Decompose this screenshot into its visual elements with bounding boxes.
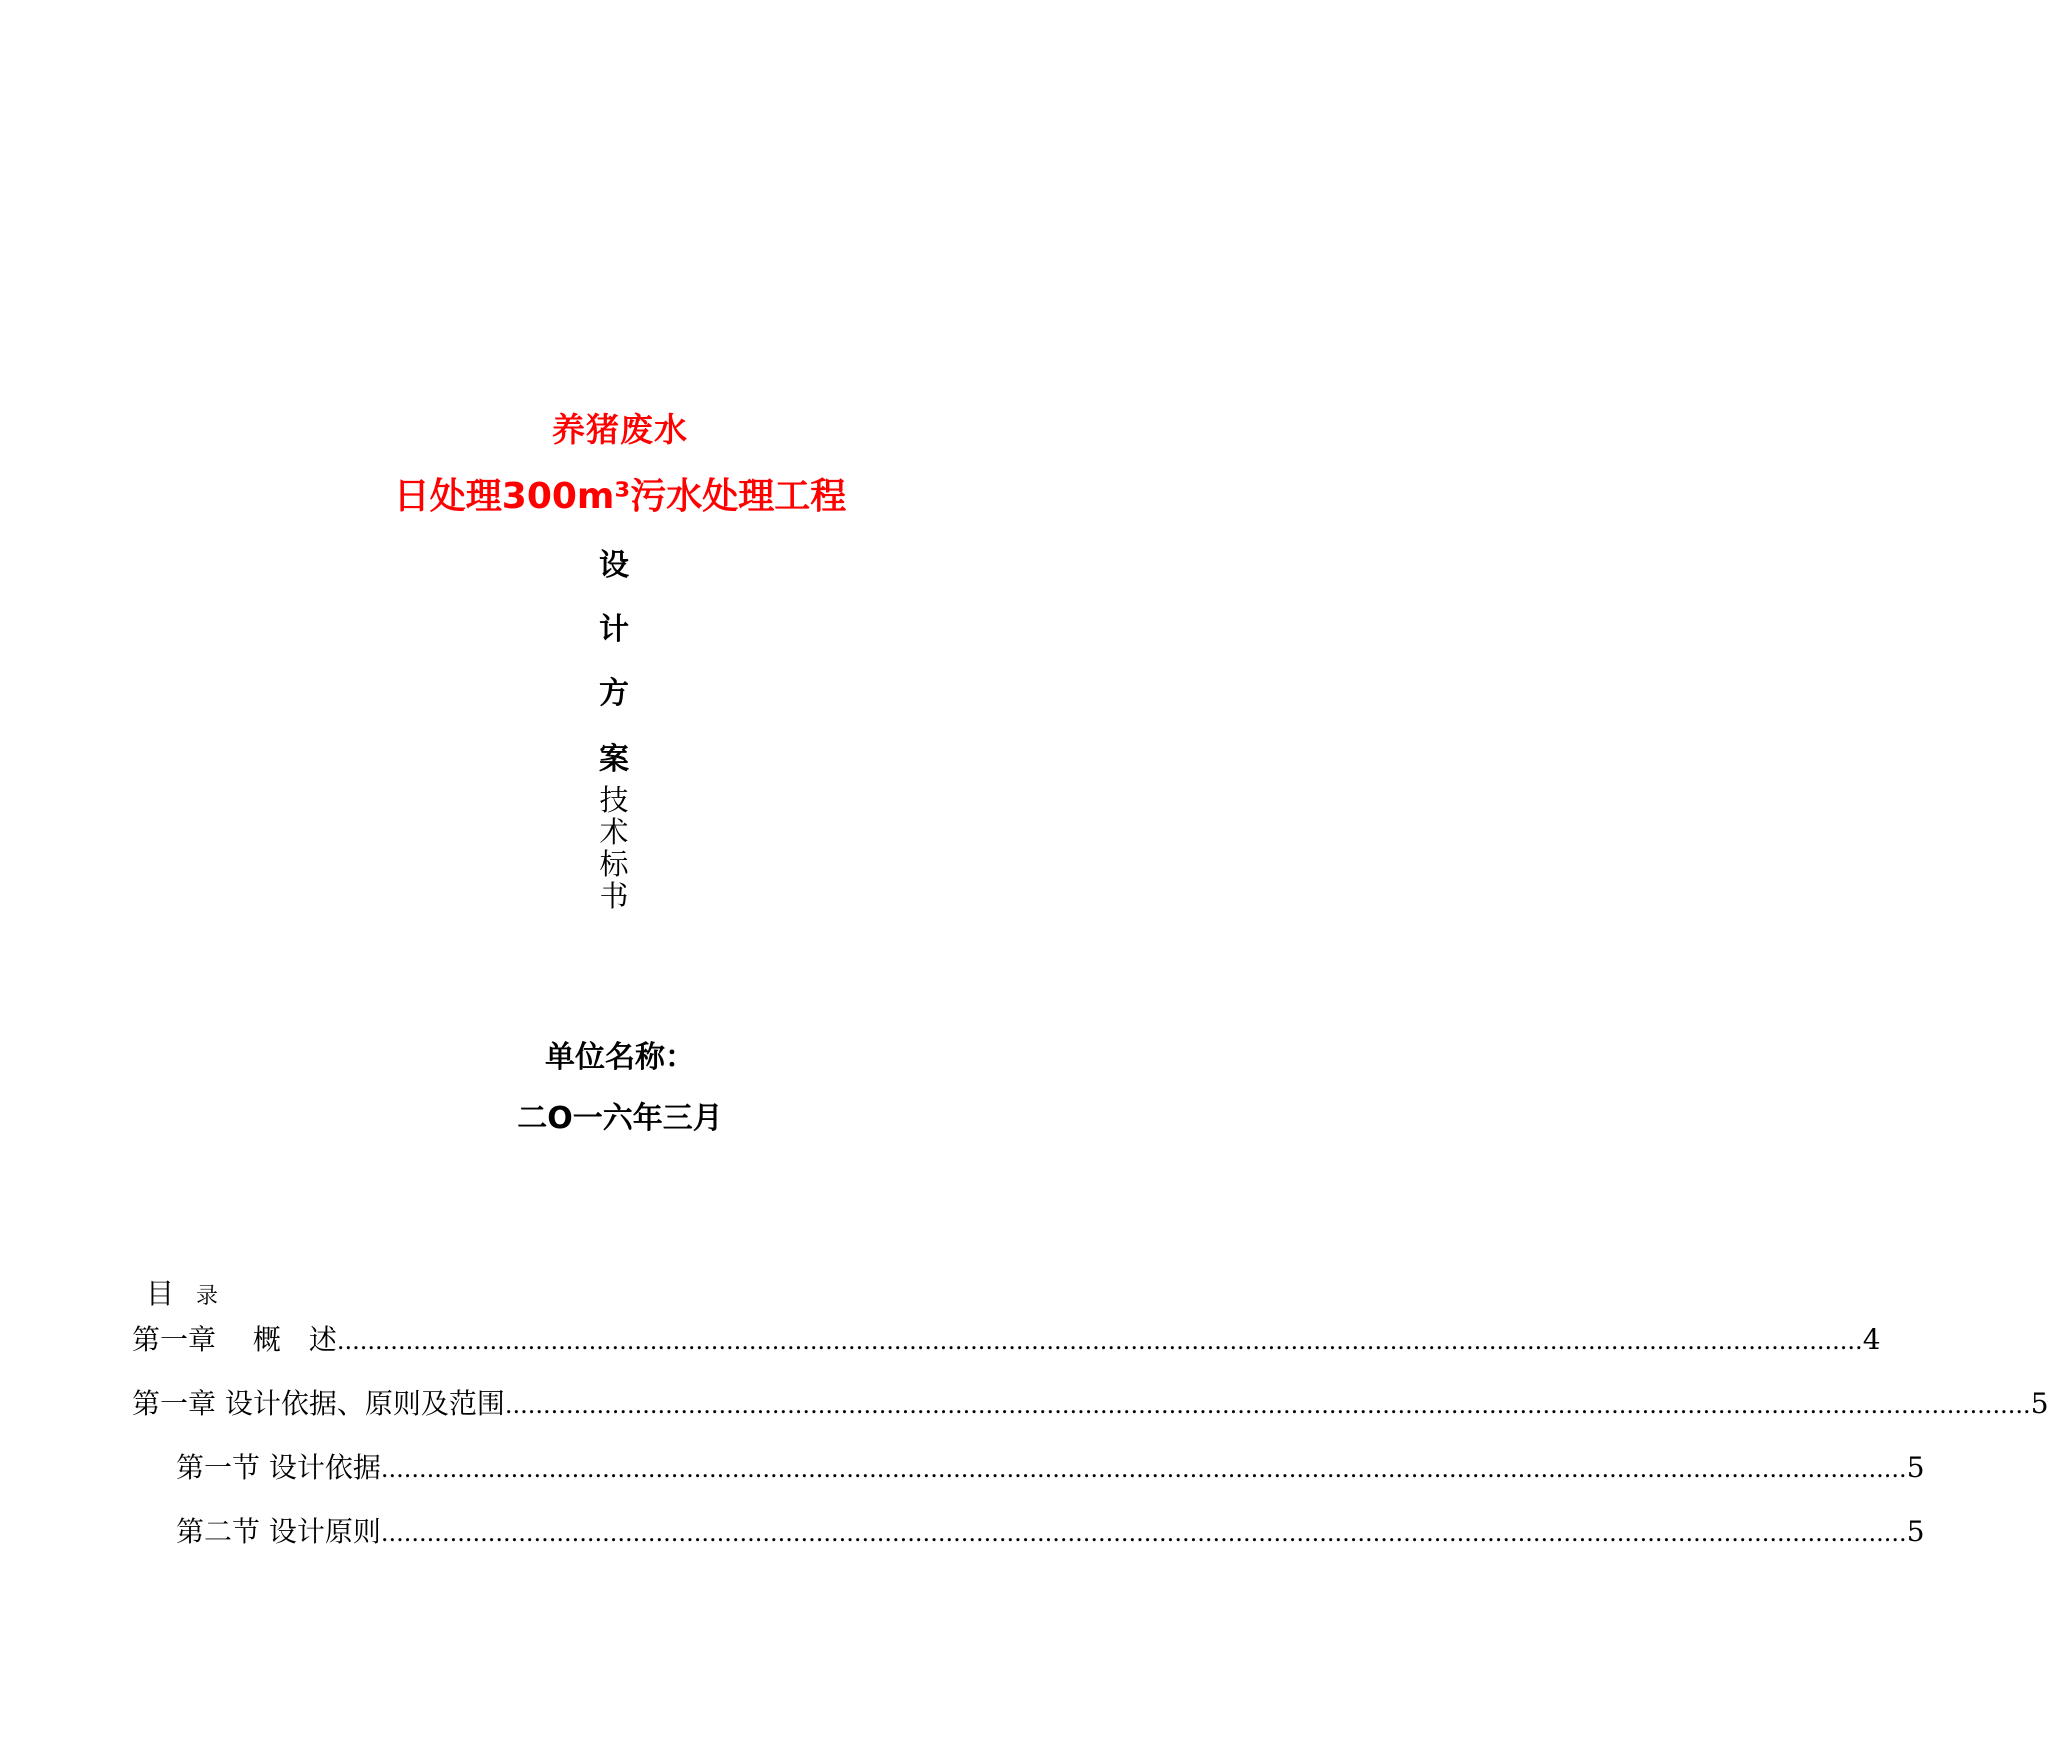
toc-entry-title: 第一节 设计依据 [176,1451,381,1484]
toc-leader-dots: ........................................................................................................................................................................................................ [380,1519,1907,1547]
toc-entry-page: 5 [1906,1515,1925,1548]
unit-name-label: 单位名称： [545,1040,695,1075]
toc-entry-title: 第二节 设计原则 [176,1515,381,1548]
vertical-title-char-3: 方 [599,676,629,711]
toc-entry[interactable] [176,1446,1925,1486]
toc-entry-title: 第一章 概 述 [132,1323,337,1356]
toc-entry-page: 5 [1906,1451,1925,1484]
vertical-subtitle-char-1: 技 [599,783,629,817]
toc-leader-dots: ........................................................................................................................................................................................................ [380,1455,1907,1483]
vertical-subtitle-char-4: 书 [599,879,629,913]
vertical-title-char-1: 设 [599,548,629,583]
toc-leader-dots: ........................................................................................................................................................................................................ [504,1391,2031,1419]
toc-entry-page: 5 [2030,1387,2049,1420]
toc-entry[interactable] [132,1318,1881,1358]
toc-entry-page: 4 [1862,1323,1881,1356]
vertical-title-char-2: 计 [599,612,629,647]
toc-entry-title: 第一章 设计依据、原则及范围 [132,1387,505,1420]
toc-leader-dots: ........................................................................................................................................................................................................ [336,1327,1863,1355]
vertical-title-char-4: 案 [599,742,629,777]
cover-date: 二O一六年三月 [517,1101,723,1136]
cover-title-line-2: 日处理300m³污水处理工程 [393,476,847,517]
toc-heading [146,1272,218,1312]
toc-entry[interactable] [132,1382,2049,1422]
toc-heading-main: 目 [146,1277,175,1310]
cover-title-line-1: 养猪废水 [552,410,688,449]
toc-entry[interactable] [176,1510,1925,1550]
vertical-subtitle-char-2: 术 [599,815,629,849]
vertical-subtitle-char-3: 标 [599,847,629,881]
toc-heading-small: 录 [196,1284,219,1309]
